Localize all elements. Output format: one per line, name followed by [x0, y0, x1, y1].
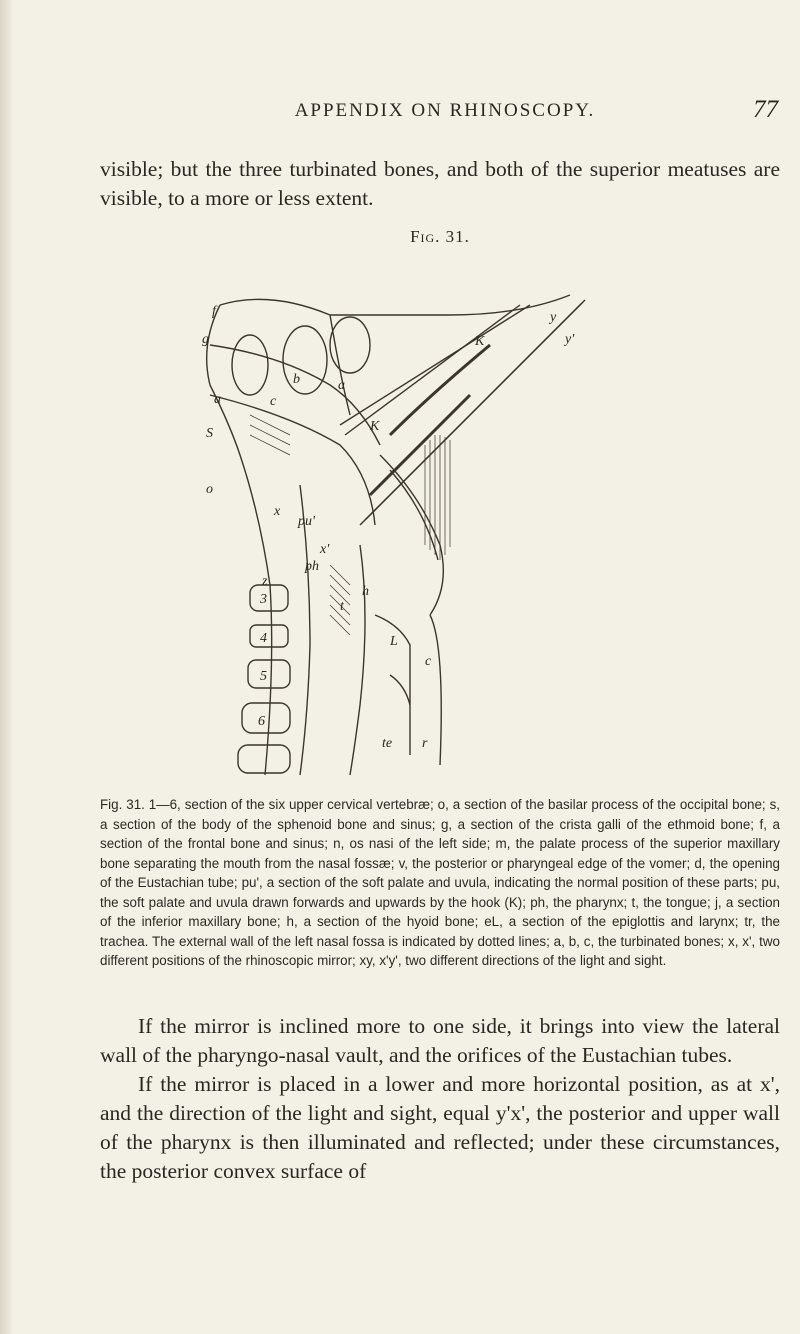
label-S: S [206, 426, 213, 441]
label-K-lower: K [370, 419, 380, 434]
label-vertebra-6: 6 [258, 714, 265, 729]
figure-label: Fig. 31. [410, 227, 470, 246]
label-g: g [202, 332, 209, 347]
intro-paragraph [100, 155, 780, 213]
label-a-lower: a [214, 392, 221, 407]
label-h: h [362, 584, 369, 599]
label-vertebra-3: 3 [260, 592, 267, 607]
label-r: r [422, 736, 428, 751]
label-y-prime: y' [565, 332, 575, 347]
label-z: z [262, 574, 268, 589]
label-vertebra-5: 5 [260, 669, 267, 684]
label-y: y [550, 310, 557, 325]
page-header [100, 96, 790, 126]
page-number: 77 [753, 96, 778, 123]
intro-text: visible; but the three turbinated bones, and both of the superior meatuses are visible, to a more or less extent. [100, 157, 780, 210]
label-ph: ph [305, 559, 319, 574]
label-c-lower: c [425, 654, 432, 669]
label-pu: pu' [298, 514, 315, 529]
label-x-prime: x' [320, 542, 330, 557]
paragraph-mirror-inclined: If the mirror is inclined more to one side, it brings into view the lateral wall of the pharyngo-nasal vault, and the orifices of the Eustachian tubes. [100, 1014, 780, 1067]
label-t: t [340, 599, 344, 614]
figure-caption: Fig. 31. 1—6, section of the six upper cervical vertebræ; o, a section of the basilar process of the occipital bone; s, a section of the body of the sphenoid bone and sinus; g, a section of the crista galli of the ethmoid bone; f, a section of the frontal bone and sinus; n, os nasi of the left side; m, the palate process of the superior maxillary bone separating the mouth from the nasal fossæ; v, the posterior or pharyngeal edge of the vomer; d, the opening of the Eustachian tube; pu', a section of the soft palate and uvula, indicating the normal position of these parts; pu, the soft palate and uvula drawn forwards and upwards by the hook (K); ph, the pharynx; t, the tongue; j, a section of the inferior maxillary bone; h, a section of the hyoid bone; eL, a section of the epiglottis and larynx; tr, the trachea. The external wall of the left nasal fossa is indicated by dotted lines; a, b, c, the turbinated bones; x, x', two different positions of the rhinoscopic mirror; xy, x'y', two different directions of the light and sight. [100, 797, 780, 968]
label-o: o [206, 482, 213, 497]
label-x: x [274, 504, 281, 519]
paragraph-mirror-lower: If the mirror is placed in a lower and more horizontal position, as at x', and the direction of the light and sight, equal y'x', the posterior and upper wall of the pharynx is then illuminated and reflected; under these circumstances, the posterior convex surface of [100, 1072, 780, 1183]
running-head: APPENDIX ON RHINOSCOPY. [294, 100, 596, 121]
label-K: K [475, 334, 485, 349]
label-te: te [382, 736, 393, 751]
label-vertebra-4: 4 [260, 631, 267, 646]
page-edge-shadow [0, 0, 14, 1334]
head-section-diagram [190, 285, 590, 780]
label-b: b [293, 372, 300, 387]
anatomical-figure [190, 285, 590, 780]
main-text [100, 1012, 780, 1186]
label-f: f [212, 304, 216, 319]
label-c: c [270, 394, 277, 409]
label-a: a [338, 378, 345, 393]
label-L: L [390, 634, 398, 649]
